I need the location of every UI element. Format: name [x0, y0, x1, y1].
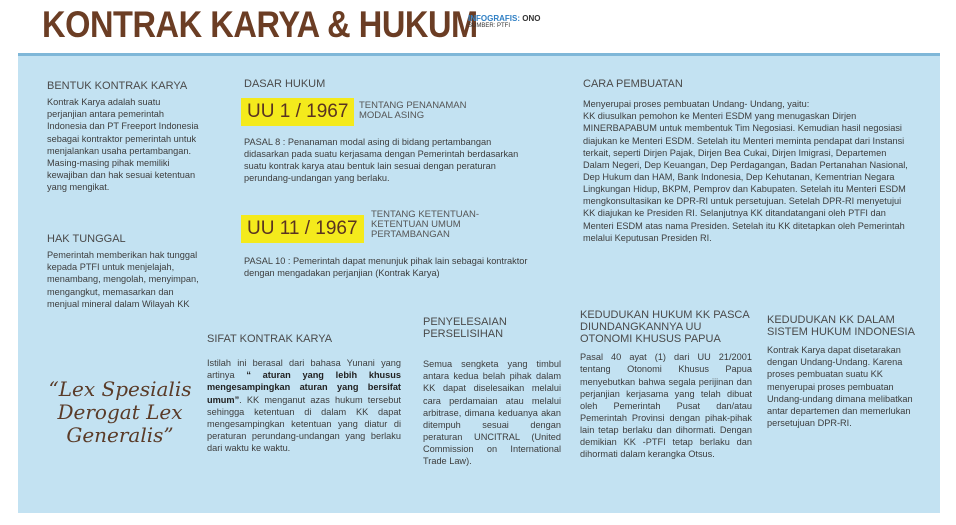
cara-body: [583, 98, 913, 244]
otsus-body: Pasal 40 ayat (1) dari UU 21/2001 tentang Otonomi Khusus Papua menyebutkan bahwa segala perijinan dan perjanjian kerjasama yang telah dibuat oleh Pemerintah Pusat dan/atau Pemerintah Provinsi dengan pihak-pihak lain tetap berlaku dan dihormati. Dengan demikian KK -PTFI tetap berlaku dan dihormati dalam kerangka Otsus.: [580, 352, 752, 460]
sifat-body: [207, 357, 401, 454]
otsus-heading: KEDUDUKAN HUKUM KK PASCA DIUNDANGKANNYA UU OTONOMI KHUSUS PAPUA: [580, 309, 750, 346]
section-bentuk: [47, 80, 199, 193]
uu-11-1967-subject: TENTANG KETENTUAN-KETENTUAN UMUM PERTAMBANGAN: [371, 209, 480, 240]
bentuk-body: Kontrak Karya adalah suatu perjanjian antara pemerintah Indonesia dan PT Freeport Indonesia sebagai kontraktor pemerintah untuk menjalankan usaha pertambangan. Masing-masing pihak memiliki kewajiban dan hak sesuai ketentuan yang mengikat.: [47, 97, 199, 193]
page-title: KONTRAK KARYA & HUKUM: [42, 4, 478, 45]
section-otsus: [580, 309, 752, 461]
uu-11-1967-body: PASAL 10 : Pemerintah dapat menunjuk pihak lain sebagai kontraktor dengan mengadakan perjanjian (Kontrak Karya): [244, 256, 528, 279]
bentuk-heading: BENTUK KONTRAK KARYA: [47, 80, 188, 92]
section-hak: [47, 233, 199, 310]
uu-11-1967-badge: UU 11 / 1967: [241, 215, 364, 243]
hak-heading: HAK TUNGGAL: [47, 233, 126, 245]
hak-body: Pemerintah memberikan hak tunggal kepada PTFI untuk menjelajah, menambang, mengolah, menyimpan, mengangkut, memasarkan dan menjual mineral dalam Wilayah KK: [47, 250, 199, 309]
section-penyelesaian: [423, 316, 561, 467]
source-label: SUMBER: PTFI: [468, 23, 511, 30]
credit-name: ONO: [522, 14, 541, 23]
uu-1-1967-body: PASAL 8 : Penanaman modal asing di bidang pertambangan didasarkan pada suatu kerjasama dengan Pemerintah berdasarkan suatu kontrak karya atau bentuk lain sesuai dengan peraturan perundang-undangan yang berlaku.: [244, 137, 519, 184]
section-sifat: [207, 333, 401, 454]
sifat-body-b: “ aturan yang lebih khusus mengesampingkan aturan yang bersifat umum”: [207, 370, 401, 405]
uu-1-1967-subject: TENTANG PENANAMAN MODAL ASING: [359, 100, 467, 121]
latin-quote: “Lex Spesialis Derogat Lex Generalis”: [48, 377, 192, 447]
sifat-body-a: Istilah ini berasal dari bahasa Yunani yang artinya: [207, 358, 401, 381]
penyelesaian-body: Semua sengketa yang timbul antara kedua belah pihak dalam KK dapat diselesaikan melalui cara perdamaian atau melalui arbitrase, dimana keduanya akan ditempuh sesuai dengan peraturan UNCITRAL (United Commission on International Trade Law).: [423, 359, 561, 467]
sistem-heading: KEDUDUKAN KK DALAM SISTEM HUKUM INDONESIA: [767, 314, 915, 339]
penyelesaian-heading: PENYELESAIAN PERSELISIHAN: [423, 316, 507, 341]
section-cara: [583, 78, 913, 244]
sifat-heading: SIFAT KONTRAK KARYA: [207, 333, 333, 345]
cara-body-steps: KK diusulkan pemohon ke Menteri ESDM yang menugaskan Dirjen MINERBAPABUM untuk membentuk Tim Negosiasi. Kemudian hasil negosiasi diajukan ke Menteri ESDM. Setelah itu Menteri meminta pendapat dari Instansi terkait, seperti Dirjen Pajak, Dirjen Bea Cukai, Dirjen Imigrasi, Departemen Dalam Negeri, Dep Keuangan, Dep Perdagangan, Badan Pertanahan Nasional, Dep Hukum dan HAM, Bank Indonesia, Dep Kehutanan, Kementrian Negara Lingkungan Hidup, BKPM, Pemprov dan Kabupaten. Setelah itu Menteri ESDM mengkonsultasikan ke DPR-RI untuk persetujuan. Setelah DPR-RI menyetujui KK diajukan ke Presiden RI. Selanjutnya KK ditandatangani oleh PTFI dan Menteri ESDM atas nama Presiden. Setelah itu KK ditetapkan oleh Pemerintah melalui Keputusan Presiden RI.: [583, 111, 908, 243]
credit-block: [468, 15, 540, 30]
cara-heading: CARA PEMBUATAN: [583, 78, 683, 90]
dasar-heading-text: DASAR HUKUM: [244, 78, 326, 90]
sistem-body: Kontrak Karya dapat disetarakan dengan Undang-Undang. Karena proses pembuatan suatu KK menyerupai proses pembuatan Undang-undang dimana melibatkan antar departemen dan memerlukan persetujuan DPR-RI.: [767, 345, 913, 429]
sifat-body-c: . KK menganut azas hukum tersebut sehingga ketentuan di dalam KK dapat mengesampingkan ketentuan yang diatur di peraturan perundang-undangan yang berlaku dari waktu ke waktu.: [207, 394, 401, 454]
section-sistem: [767, 314, 917, 429]
cara-body-intro: Menyerupai proses pembuatan Undang- Undang, yaitu:: [583, 99, 810, 110]
credit-label: INFOGRAFIS:: [468, 14, 520, 23]
uu-1-1967-badge: UU 1 / 1967: [241, 98, 354, 126]
